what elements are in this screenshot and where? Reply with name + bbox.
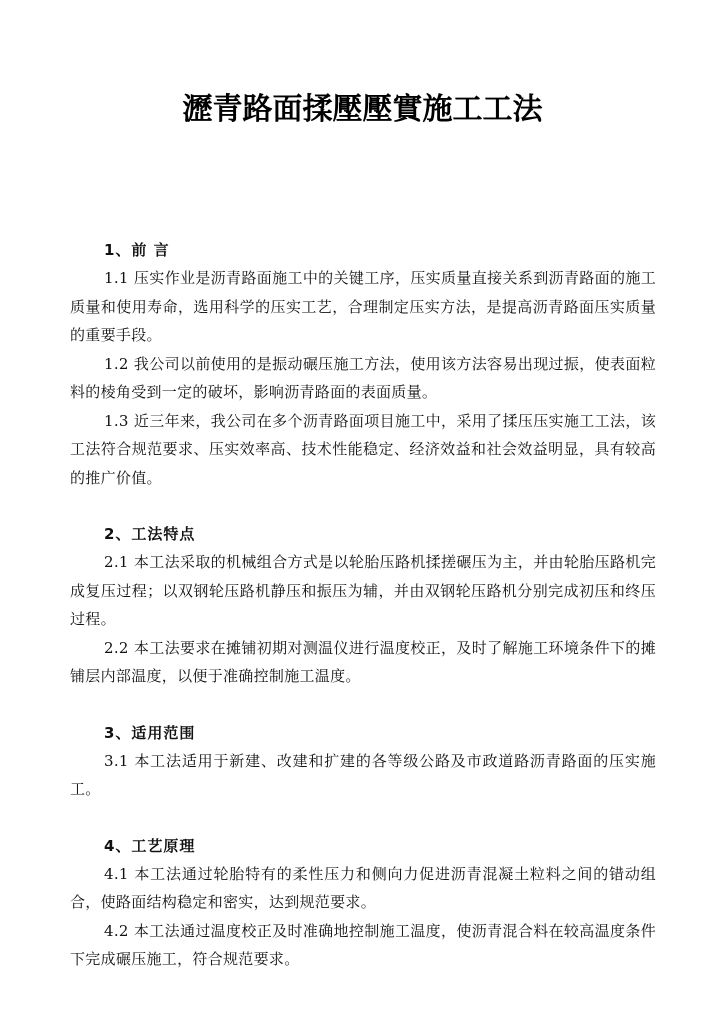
section-preface [70,236,656,492]
section-scope [70,719,656,804]
paragraph: 1.1 压实作业是沥青路面施工中的关键工序，压实质量直接关系到沥青路面的施工质量和使用寿命，选用科学的压实工艺，合理制定压实方法，是提高沥青路面压实质量的重要手段。 [70,269,656,344]
paragraph: 2.1 本工法采取的机械组合方式是以轮胎压路机揉搓碾压为主，并由轮胎压路机完成复压过程；以双钢轮压路机静压和振压为辅，并由双钢轮压路机分别完成初压和终压过程。 [70,553,656,628]
document-title: 瀝青路面揉壓壓實施工工法 [182,92,543,127]
section-heading: 2、工法特点 [104,525,196,543]
section-features [70,520,656,691]
section-heading: 1、前 言 [104,241,170,259]
paragraph: 4.2 本工法通过温度校正及时准确地控制施工温度，使沥青混合料在较高温度条件下完成碾压施工，符合规范要求。 [70,921,656,968]
paragraph: 3.1 本工法适用于新建、改建和扩建的各等级公路及市政道路沥青路面的压实施工。 [70,751,656,798]
section-principle [70,832,656,974]
section-heading: 3、适用范围 [104,723,196,742]
paragraph: 2.2 本工法要求在摊铺初期对测温仪进行温度校正，及时了解施工环境条件下的摊铺层内部温度，以便于准确控制施工温度。 [70,638,656,685]
paragraph: 1.2 我公司以前使用的是振动碾压施工方法，使用该方法容易出现过振，使表面粒料的棱角受到一定的破坏，影响沥青路面的表面质量。 [70,354,656,401]
section-heading: 4、工艺原理 [104,836,196,855]
paragraph: 4.1 本工法通过轮胎特有的柔性压力和侧向力促进沥青混凝土粒料之间的错动组合，使路面结构稳定和密实，达到规范要求。 [70,864,656,911]
document-body [70,236,656,974]
paragraph: 1.3 近三年来，我公司在多个沥青路面项目施工中，采用了揉压压实施工工法，该工法符合规范要求、压实效率高、技术性能稳定、经济效益和社会效益明显，具有较高的推广价值。 [70,411,656,487]
